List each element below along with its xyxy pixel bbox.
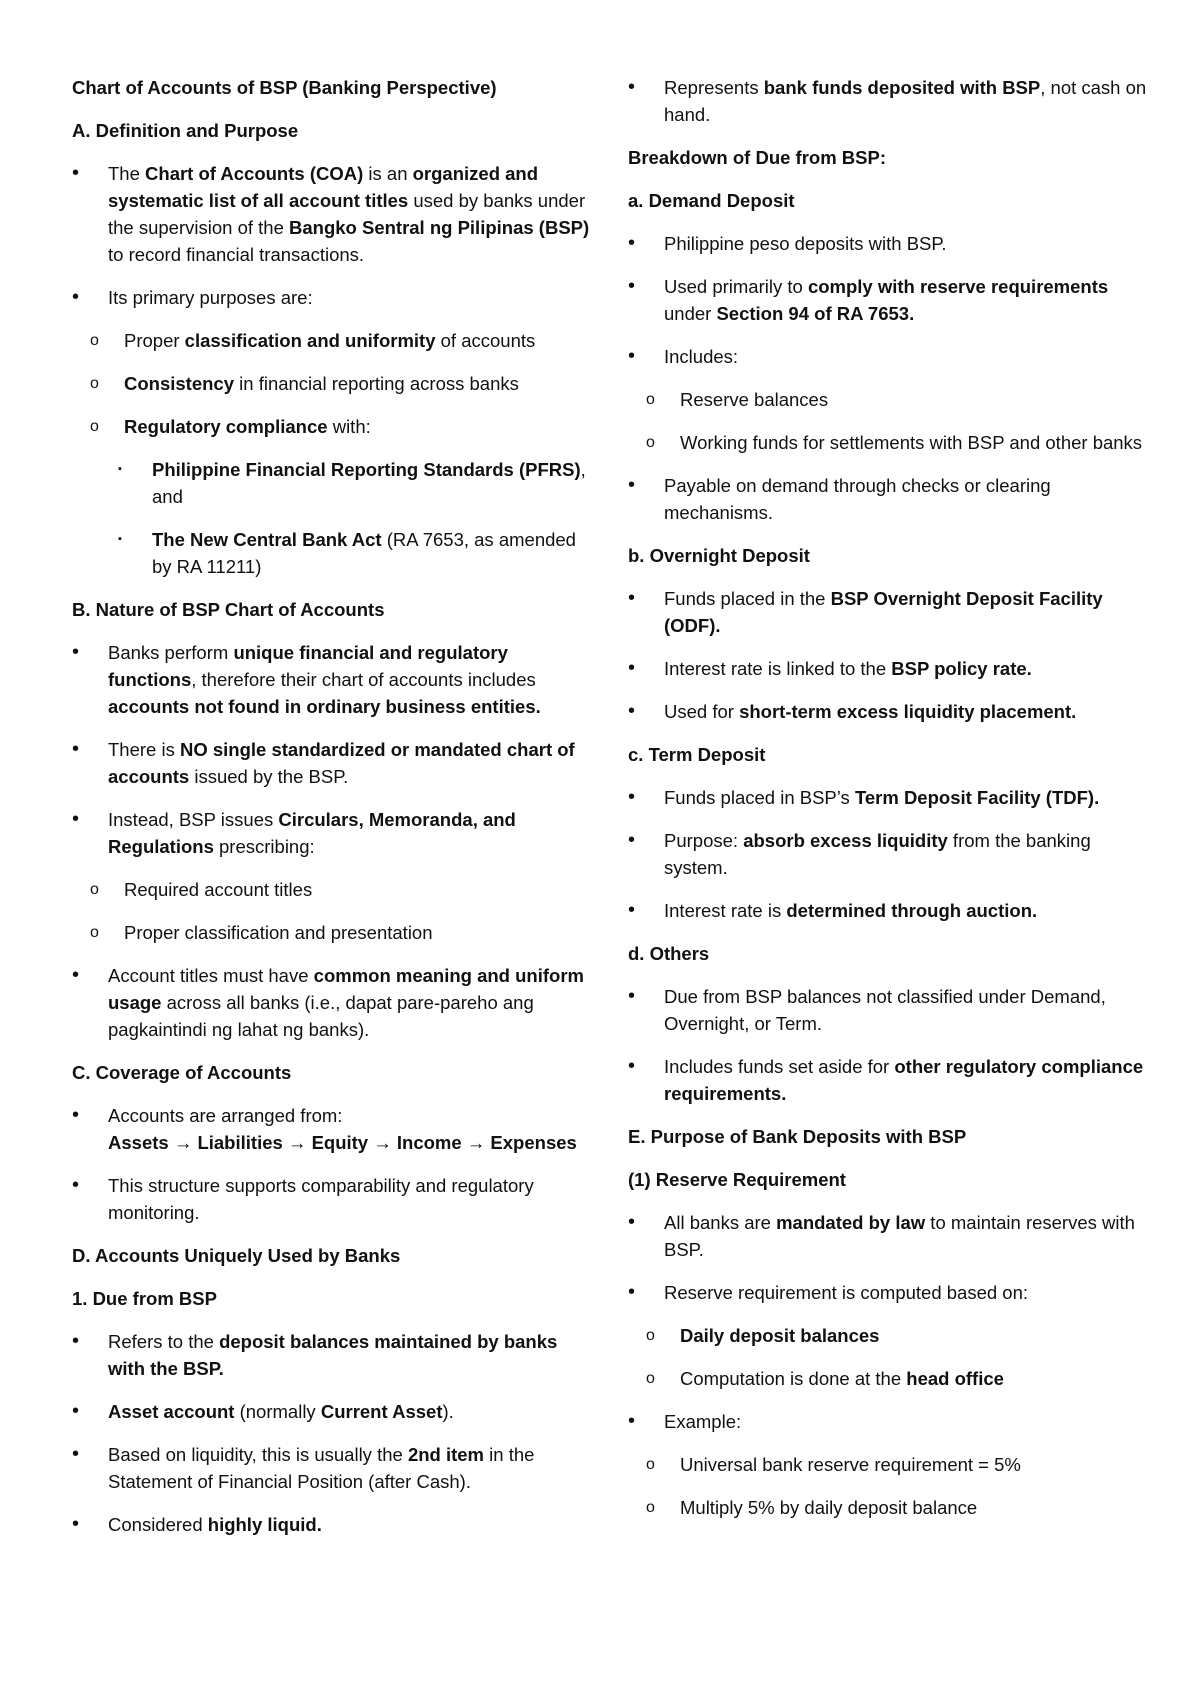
bullet-item <box>72 806 592 860</box>
bullet-item <box>628 983 1148 1037</box>
bullet-icon: • <box>628 899 636 921</box>
section-heading <box>628 741 1148 768</box>
bullet-item <box>628 230 1148 257</box>
text-run: with: <box>327 416 371 437</box>
left-column <box>72 74 592 1554</box>
bullet-item <box>628 1279 1148 1306</box>
text-run: Term Deposit Facility (TDF). <box>854 787 1100 808</box>
text-run: , not cash on hand. <box>664 77 1147 125</box>
bullet-item <box>72 1328 592 1382</box>
text-run: accounts not found in ordinary business entities. <box>108 696 541 717</box>
sub-bullet-item <box>628 1494 1148 1521</box>
bullet-icon: • <box>628 1281 636 1303</box>
text-run: Current Asset <box>320 1401 443 1422</box>
sub-bullet-item <box>72 370 592 397</box>
circle-bullet-icon: o <box>90 881 99 898</box>
sub-bullet-item <box>628 1322 1148 1349</box>
bullet-icon: • <box>72 1400 80 1422</box>
text-run: Section 94 of RA 7653. <box>716 303 915 324</box>
text-run: (normally <box>234 1401 321 1422</box>
text-run: of accounts <box>435 330 536 351</box>
bullet-item <box>628 343 1148 370</box>
text-run: Due from BSP balances not classified under Demand, Overnight, or Term. <box>664 986 1106 1034</box>
text-run: B. Nature of BSP Chart of Accounts <box>72 599 385 620</box>
text-run: Multiply 5% by daily deposit balance <box>680 1497 978 1518</box>
bullet-icon: • <box>72 1174 80 1196</box>
text-run: A. Definition and Purpose <box>72 120 299 141</box>
text-run: organized and systematic list of all account titles <box>108 163 539 211</box>
bullet-item <box>72 160 592 268</box>
sub-bullet-item <box>72 413 592 440</box>
text-run: prescribing: <box>213 836 315 857</box>
bullet-item <box>72 284 592 311</box>
bullet-item <box>628 698 1148 725</box>
text-run: Banks perform <box>108 642 234 663</box>
text-run: Proper <box>124 330 185 351</box>
section-heading <box>72 1242 592 1269</box>
text-run: Consistency <box>124 373 235 394</box>
text-run: comply with reserve requirements <box>807 276 1109 297</box>
bullet-item <box>628 74 1148 128</box>
bullet-item <box>628 1209 1148 1263</box>
bullet-icon: • <box>72 1330 80 1352</box>
text-run: Bangko Sentral ng Pilipinas (BSP) <box>289 217 590 238</box>
text-run: Funds placed in the <box>664 588 831 609</box>
text-run: Required account titles <box>124 879 313 900</box>
section-heading <box>72 74 592 101</box>
text-run: Purpose: <box>664 830 744 851</box>
bullet-icon: • <box>628 232 636 254</box>
bullet-icon: • <box>628 657 636 679</box>
right-column <box>628 74 1148 1537</box>
text-run: Represents <box>664 77 764 98</box>
circle-bullet-icon: o <box>646 1456 655 1473</box>
text-run: to record financial transactions. <box>108 244 365 265</box>
text-run: used by banks under the supervision of the <box>108 190 586 238</box>
text-run: 2nd item <box>407 1444 485 1465</box>
bullet-icon: • <box>72 286 80 308</box>
text-run: This structure supports comparability and regulatory monitoring. <box>108 1175 534 1223</box>
bullet-icon: • <box>628 474 636 496</box>
bullet-icon: • <box>628 345 636 367</box>
text-run: classification and uniformity <box>184 330 436 351</box>
circle-bullet-icon: o <box>90 924 99 941</box>
text-run: Based on liquidity, this is usually the <box>108 1444 408 1465</box>
text-run: other regulatory compliance requirements. <box>664 1056 1144 1104</box>
text-run: C. Coverage of Accounts <box>72 1062 292 1083</box>
text-run: 1. Due from BSP <box>72 1288 217 1309</box>
text-run: mandated by law <box>776 1212 926 1233</box>
text-run: d. Others <box>628 943 710 964</box>
bullet-item <box>72 962 592 1043</box>
text-run: Philippine Financial Reporting Standards (PFRS) <box>152 459 581 480</box>
bullet-icon: • <box>72 1104 80 1126</box>
circle-bullet-icon: o <box>646 434 655 451</box>
bullet-icon: • <box>628 587 636 609</box>
text-run: Interest rate is linked to the <box>664 658 892 679</box>
text-run: NO single standardized or mandated chart of accounts <box>108 739 575 787</box>
sub-bullet-item <box>72 919 592 946</box>
text-run: Includes: <box>664 346 739 367</box>
bullet-icon: • <box>72 1443 80 1465</box>
bullet-icon: • <box>628 1055 636 1077</box>
text-run: Computation is done at the <box>680 1368 907 1389</box>
bullet-item <box>72 1102 592 1156</box>
text-run: Funds placed in BSP’s <box>664 787 855 808</box>
text-run: D. Accounts Uniquely Used by Banks <box>72 1245 401 1266</box>
bullet-item <box>628 827 1148 881</box>
text-run: across all banks (i.e., dapat pare-pareho ang pagkaintindi ng lahat ng banks). <box>108 992 534 1040</box>
text-run: Its primary purposes are: <box>108 287 313 308</box>
text-run: Reserve requirement is computed based on: <box>664 1282 1029 1303</box>
circle-bullet-icon: o <box>646 1327 655 1344</box>
text-run: The New Central Bank Act <box>152 529 382 550</box>
bullet-icon: • <box>72 162 80 184</box>
bullet-item <box>628 585 1148 639</box>
bullet-icon: • <box>72 808 80 830</box>
text-run: is an <box>363 163 413 184</box>
bullet-item <box>72 1172 592 1226</box>
sub-bullet-item <box>628 1451 1148 1478</box>
text-run: highly liquid. <box>207 1514 322 1535</box>
bullet-icon: • <box>72 641 80 663</box>
text-run: Chart of Accounts (COA) <box>145 163 364 184</box>
bullet-item <box>628 897 1148 924</box>
bullet-item <box>628 784 1148 811</box>
text-run: in the Statement of Financial Position (after Cash). <box>108 1444 535 1492</box>
text-run: Breakdown of Due from BSP: <box>628 147 886 168</box>
text-run: short-term excess liquidity placement. <box>739 701 1077 722</box>
bullet-icon: • <box>72 1513 80 1535</box>
text-run: All banks are <box>664 1212 777 1233</box>
text-run: (RA 7653, as amended by RA 11211) <box>152 529 576 577</box>
section-heading <box>72 117 592 144</box>
square-bullet-icon: ▪ <box>118 463 122 475</box>
text-run: b. Overnight Deposit <box>628 545 810 566</box>
bullet-item <box>72 1398 592 1425</box>
text-run: c. Term Deposit <box>628 744 766 765</box>
bullet-item <box>72 639 592 720</box>
bullet-item <box>72 1441 592 1495</box>
text-run: There is <box>108 739 180 760</box>
section-heading <box>628 542 1148 569</box>
text-run: , and <box>152 459 586 507</box>
bullet-item <box>628 472 1148 526</box>
text-run: absorb excess liquidity <box>743 830 948 851</box>
bullet-icon: • <box>628 275 636 297</box>
circle-bullet-icon: o <box>646 1499 655 1516</box>
sub-bullet-item <box>72 876 592 903</box>
circle-bullet-icon: o <box>90 418 99 435</box>
bullet-icon: • <box>628 829 636 851</box>
text-run: The <box>108 163 146 184</box>
section-heading <box>72 1059 592 1086</box>
text-run: Used for <box>664 701 740 722</box>
text-run: Asset account <box>108 1401 235 1422</box>
bullet-item <box>628 655 1148 682</box>
section-heading <box>628 1166 1148 1193</box>
text-run: Accounts are arranged from: <box>108 1105 343 1126</box>
bullet-icon: • <box>628 1410 636 1432</box>
text-run: head office <box>906 1368 1004 1389</box>
bullet-icon: • <box>628 985 636 1007</box>
text-run: BSP Overnight Deposit Facility (ODF). <box>664 588 1103 636</box>
text-run: Universal bank reserve requirement = 5% <box>680 1454 1021 1475</box>
text-run: under <box>664 303 717 324</box>
text-run: Instead, BSP issues <box>108 809 279 830</box>
text-run: Includes funds set aside for <box>664 1056 895 1077</box>
nested-bullet-item <box>72 526 592 580</box>
circle-bullet-icon: o <box>90 375 99 392</box>
sub-bullet-item <box>628 429 1148 456</box>
bullet-item <box>72 736 592 790</box>
circle-bullet-icon: o <box>646 391 655 408</box>
section-heading <box>628 187 1148 214</box>
sub-bullet-item <box>72 327 592 354</box>
bullet-icon: • <box>628 700 636 722</box>
circle-bullet-icon: o <box>90 332 99 349</box>
text-run: E. Purpose of Bank Deposits with BSP <box>628 1126 967 1147</box>
text-run: deposit balances maintained by banks with the BSP. <box>108 1331 558 1379</box>
text-run: Daily deposit balances <box>680 1325 880 1346</box>
sub-bullet-item <box>628 1365 1148 1392</box>
section-heading <box>628 940 1148 967</box>
text-run: determined through auction. <box>786 900 1038 921</box>
text-run: Interest rate is <box>664 900 787 921</box>
section-heading <box>72 596 592 623</box>
bullet-icon: • <box>628 786 636 808</box>
text-run: to maintain reserves with BSP. <box>664 1212 1135 1260</box>
text-run: issued by the BSP. <box>189 766 349 787</box>
bullet-item <box>628 1053 1148 1107</box>
text-run: from the banking system. <box>664 830 1091 878</box>
text-run: Working funds for settlements with BSP and other banks <box>680 432 1143 453</box>
text-run: Account titles must have <box>108 965 314 986</box>
text-run: Assets → Liabilities → Equity → Income → Expenses <box>108 1132 577 1153</box>
text-run: (1) Reserve Requirement <box>628 1169 846 1190</box>
text-run: BSP policy rate. <box>891 658 1032 679</box>
text-run: Payable on demand through checks or clearing mechanisms. <box>664 475 1051 523</box>
text-run: Considered <box>108 1514 208 1535</box>
text-run: a. Demand Deposit <box>628 190 795 211</box>
bullet-item <box>628 273 1148 327</box>
text-run: Circulars, Memoranda, and Regulations <box>108 809 516 857</box>
text-run: Example: <box>664 1411 742 1432</box>
text-run: common meaning and uniform usage <box>108 965 584 1013</box>
text-run: unique financial and regulatory functions <box>108 642 508 690</box>
section-heading <box>72 1285 592 1312</box>
square-bullet-icon: ▪ <box>118 533 122 545</box>
bullet-item <box>72 1511 592 1538</box>
sub-bullet-item <box>628 386 1148 413</box>
section-heading <box>628 144 1148 171</box>
bullet-icon: • <box>628 1211 636 1233</box>
text-run: in financial reporting across banks <box>234 373 519 394</box>
text-run: , therefore their chart of accounts includes <box>191 669 536 690</box>
text-run: Philippine peso deposits with BSP. <box>664 233 947 254</box>
nested-bullet-item <box>72 456 592 510</box>
bullet-item <box>628 1408 1148 1435</box>
bullet-icon: • <box>72 738 80 760</box>
text-run: Used primarily to <box>664 276 808 297</box>
text-run: Reserve balances <box>680 389 829 410</box>
text-run: Chart of Accounts of BSP (Banking Perspective) <box>72 77 497 98</box>
circle-bullet-icon: o <box>646 1370 655 1387</box>
section-heading <box>628 1123 1148 1150</box>
text-run: Refers to the <box>108 1331 220 1352</box>
text-run: ). <box>442 1401 454 1422</box>
text-run: bank funds deposited with BSP <box>763 77 1041 98</box>
bullet-icon: • <box>628 76 636 98</box>
bullet-icon: • <box>72 964 80 986</box>
text-run: Regulatory compliance <box>124 416 328 437</box>
text-run: Proper classification and presentation <box>124 922 433 943</box>
